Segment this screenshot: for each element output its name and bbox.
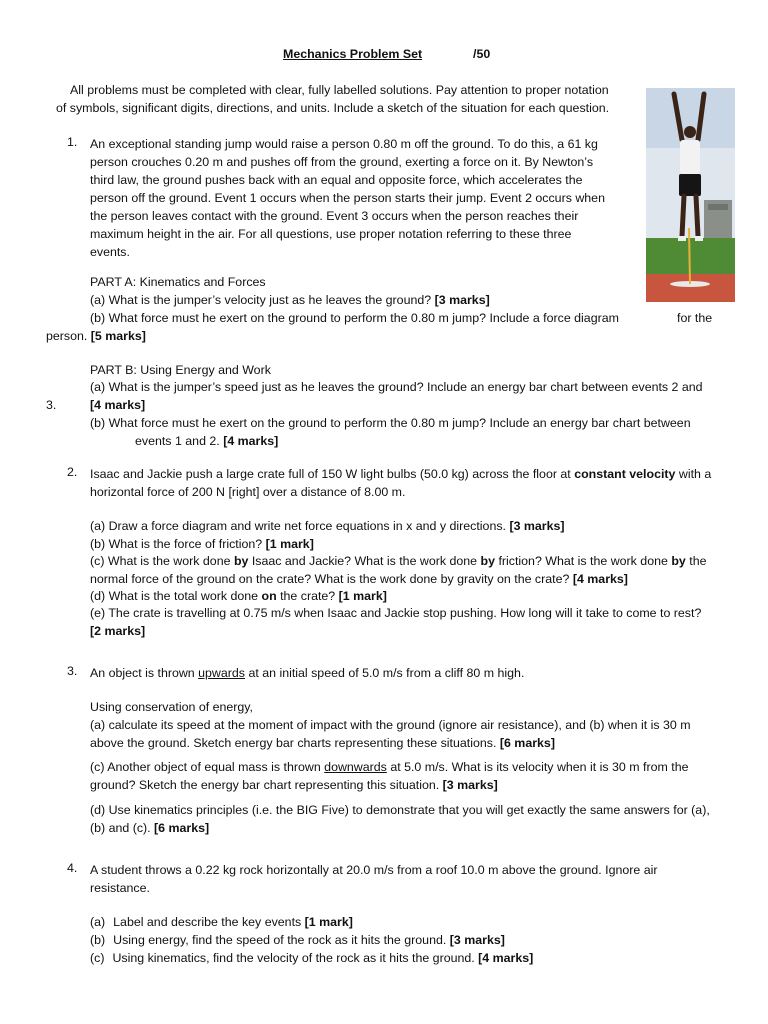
score-total: /50 (473, 47, 491, 61)
q1-part-a-question-b-tail: for the (677, 311, 713, 325)
q1-part-b-question-b: (b) What force must he exert on the ground to perform the 0.80 m jump? Include an energy bar chart between (90, 416, 691, 430)
marks: [4 marks] (478, 951, 534, 965)
q1-part-a-heading: PART A: Kinematics and Forces (90, 275, 266, 289)
q1-part-b-question-a-number: 3. (46, 398, 57, 412)
q3-question-a-1: (a) calculate its speed at the moment of impact with the ground (ignore air resistance), and (b) when it is 30 m (90, 718, 691, 732)
marks: [1 mark] (338, 589, 387, 603)
q1-part-a-question-b: (b) What force must he exert on the ground to perform the 0.80 m jump? Include a force diagram (90, 311, 619, 325)
q1-line: third law, the ground pushes back with an equal and opposite force, which accelerates the (90, 173, 583, 187)
q1-line: An exceptional standing jump would raise a person 0.80 m off the ground. To do this, a 61 kg (90, 137, 598, 151)
q3-question-a-2: above the ground. Sketch energy bar charts representing these situations. [6 marks] (90, 736, 555, 750)
marks: [3 marks] (442, 778, 498, 792)
q3-question-c-1: (c) Another object of equal mass is thrown downwards at 5.0 m/s. What is its velocity when it is 30 m from the (90, 760, 689, 774)
q1-part-b-question-b-cont: events 1 and 2. [4 marks] (135, 434, 279, 448)
marks: [4 marks] (223, 434, 279, 448)
intro-line-2: of symbols, significant digits, directions, and units. Include a sketch of the situation for each question. (56, 101, 610, 115)
q3-question-c-2: ground? Sketch the energy bar chart representing this situation. [3 marks] (90, 778, 498, 792)
page-title: Mechanics Problem Set (283, 47, 423, 61)
q3-line-1: An object is thrown upwards at an initial speed of 5.0 m/s from a cliff 80 m high. (90, 666, 525, 680)
q1-line: maximum height in the air. For all questions, use proper notation referring to these three (90, 227, 572, 241)
marks: [6 marks] (499, 736, 555, 750)
marks: [3 marks] (449, 933, 505, 947)
q2-question-c-cont: normal force of the ground on the crate? What is the work done by gravity on the crate? [4 marks] (90, 572, 628, 586)
q1-part-a-question-b-cont: person. [5 marks] (46, 329, 146, 343)
q4-question-c: (c) Using kinematics, find the velocity of the rock as it hits the ground. [4 marks] (90, 951, 534, 965)
q2-question-a: (a) Draw a force diagram and write net force equations in x and y directions. [3 marks] (90, 519, 565, 533)
q4-line-2: resistance. (90, 881, 150, 895)
header (283, 47, 490, 61)
q2-line-2: horizontal force of 200 N [right] over a distance of 8.00 m. (90, 485, 406, 499)
intro-line-1: All problems must be completed with clear, fully labelled solutions. Pay attention to proper notation (70, 83, 609, 97)
q4-line-1: A student throws a 0.22 kg rock horizontally at 20.0 m/s from a roof 10.0 m above the ground. Ignore air (90, 863, 658, 877)
marks: [1 mark] (304, 915, 353, 929)
q2-question-b: (b) What is the force of friction? [1 mark] (90, 537, 314, 551)
q1-line: the person leaves contact with the ground. Event 3 occurs when the person reaches their (90, 209, 579, 223)
q3-question-d-1: (d) Use kinematics principles (i.e. the BIG Five) to demonstrate that you will get exactly the same answers for (a), (90, 803, 710, 817)
marks: [1 mark] (265, 537, 314, 551)
q4-number: 4. (67, 861, 78, 875)
q2-question-d: (d) What is the total work done on the crate? [1 mark] (90, 589, 387, 603)
q1-part-b-heading: PART B: Using Energy and Work (90, 363, 271, 377)
q3-using: Using conservation of energy, (90, 700, 254, 714)
q2-number: 2. (67, 465, 78, 479)
q3-number: 3. (67, 664, 78, 678)
q4-question-b: (b) Using energy, find the speed of the rock as it hits the ground. [3 marks] (90, 933, 505, 947)
q1-line: person off the ground. Event 1 occurs when the person starts their jump. Event 2 occurs when (90, 191, 605, 205)
q4-question-a: (a) Label and describe the key events [1 mark] (90, 915, 353, 929)
q1-line: person crouches 0.20 m and pushes off from the ground, exerting a force on it. By Newton’s (90, 155, 594, 169)
q1-line: events. (90, 245, 130, 259)
marks: [6 marks] (154, 821, 210, 835)
q2-question-e: (e) The crate is travelling at 0.75 m/s when Isaac and Jackie stop pushing. How long will it take to come to rest? (90, 606, 702, 620)
jumper-photo (646, 88, 735, 302)
marks: [4 marks] (572, 572, 628, 586)
marks: [3 marks] (509, 519, 565, 533)
q2-question-e-marks: [2 marks] (90, 624, 146, 638)
q1-number: 1. (67, 135, 78, 149)
marks: [3 marks] (434, 293, 490, 307)
q1-text (90, 135, 633, 261)
q2-question-c: (c) What is the work done by Isaac and Jackie? What is the work done by friction? What is the work done by the (90, 554, 707, 568)
q3-question-d-2: (b) and (c). [6 marks] (90, 821, 210, 835)
marks: [5 marks] (90, 329, 146, 343)
q1-part-b-question-a: (a) What is the jumper’s speed just as he leaves the ground? Include an energy bar chart between events 2 and (90, 380, 703, 394)
q1-part-a-question-a: (a) What is the jumper’s velocity just as he leaves the ground? [3 marks] (90, 293, 490, 307)
q2-line-1: Isaac and Jackie push a large crate full of 150 W light bulbs (50.0 kg) across the floor at constant velocity with a (90, 467, 712, 481)
q1-part-b-question-a-marks: [4 marks] (90, 398, 146, 412)
